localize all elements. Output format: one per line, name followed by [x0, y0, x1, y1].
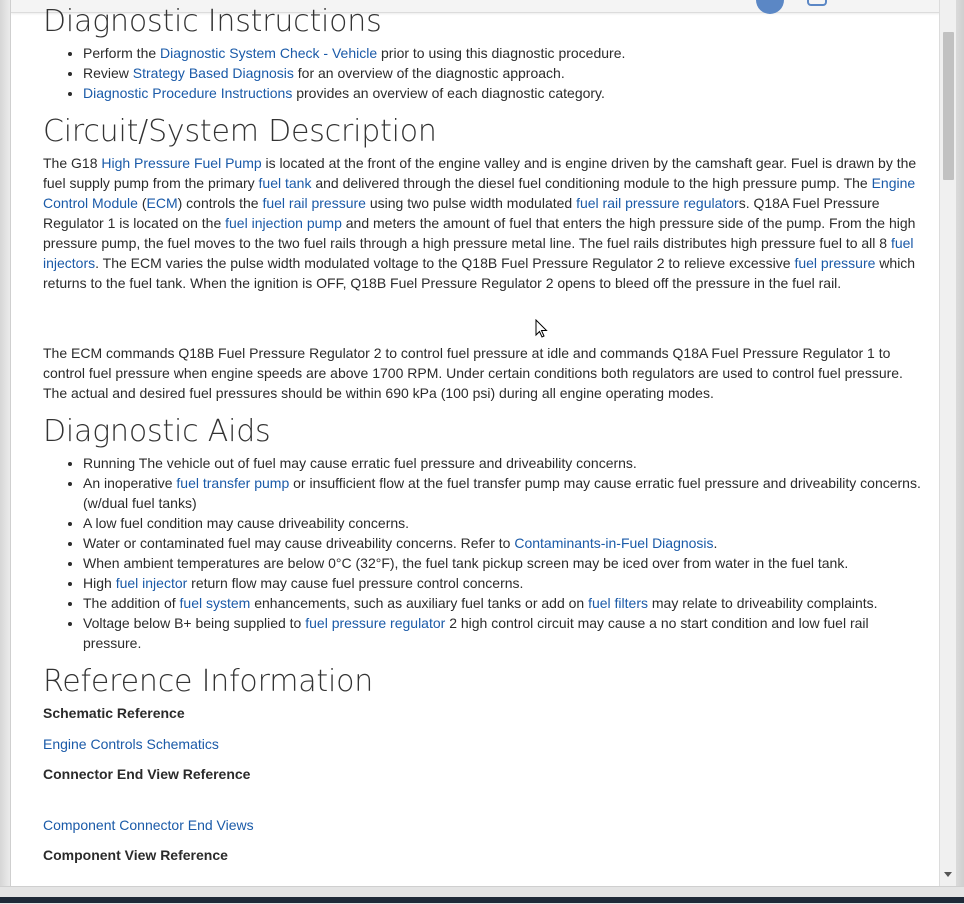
link-fuel-pressure-regulator[interactable]: fuel pressure regulator [305, 615, 446, 631]
link-fuel-rail-pressure-regulator[interactable]: fuel rail pressure regulator [576, 195, 739, 211]
list-item: • Review Strategy Based Diagnosis for an overview of the diagnostic approach. [83, 63, 923, 83]
schematic-reference-link-row [43, 734, 923, 754]
link-fuel-pressure[interactable]: fuel pressure [794, 255, 876, 271]
list-item: • High fuel injector return flow may cause fuel pressure control concerns. [83, 573, 923, 593]
taskbar [0, 897, 964, 903]
circuit-description-paragraph-1: The G18 High Pressure Fuel Pump is located at the front of the engine valley and is engine driven by the camshaft gear. Fuel is drawn by the fuel supply pump from the primary fuel tank and delivered through the diesel fuel conditioning module to the high pressure pump. The Engine Control Module (ECM) controls the fuel rail pressure using two pulse width modulated fuel rail pressure regulators. Q18A Fuel Pressure Regulator 1 is located on the fuel injection pump and meters the amount of fuel that enters the high pressure side of the pump. From the high pressure pump, the fuel moves to the two fuel rails through a high pressure metal line. The fuel rails distributes high pressure fuel to all 8 fuel injectors. The ECM varies the pulse width modulated voltage to the Q18B Fuel Pressure Regulator 2 to relieve excessive fuel pressure which returns to the fuel tank. When the ignition is OFF, Q18B Fuel Pressure Regulator 2 opens to bleed off the pressure in the fuel rail. [43, 155, 917, 291]
diagnostic-aids-list [43, 453, 923, 653]
document-viewport [10, 0, 940, 886]
link-engine-controls-schematics[interactable]: Engine Controls Schematics [43, 736, 219, 752]
list-item: • An inoperative fuel transfer pump or insufficient flow at the fuel transfer pump may cause erratic fuel pressure and driveability concerns. (w/dual fuel tanks) [83, 473, 923, 513]
section-title-diagnostic-instructions: Diagnostic Instructions [43, 4, 382, 39]
chat-icon[interactable] [807, 0, 827, 6]
list-item: • Perform the Diagnostic System Check - Vehicle prior to using this diagnostic procedure. [83, 43, 923, 63]
list-item: • A low fuel condition may cause driveability concerns. [83, 513, 923, 533]
mouse-pointer-icon [535, 319, 549, 339]
link-strategy-based-diagnosis[interactable]: Strategy Based Diagnosis [132, 65, 294, 81]
link-diagnostic-system-check[interactable]: Diagnostic System Check - Vehicle [160, 45, 378, 61]
schematic-reference-heading: Schematic Reference [43, 705, 185, 721]
window-right-border [956, 0, 964, 903]
circuit-description-paragraph-2: The ECM commands Q18B Fuel Pressure Regulator 2 to control fuel pressure at idle and commands Q18A Fuel Pressure Regulator 1 to control fuel pressure when engine speeds are above 1700 RPM. Under certain conditions both regulators are used to control fuel pressure. The actual and desired fuel pressures should be within 690 kPa (100 psi) during all engine operating modes. [43, 345, 903, 401]
list-item: • Diagnostic Procedure Instructions provides an overview of each diagnostic category. [83, 83, 923, 103]
vertical-scrollbar[interactable] [939, 0, 957, 886]
list-item: • When ambient temperatures are below 0°C (32°F), the fuel tank pickup screen may be iced over from water in the fuel tank. [83, 553, 923, 573]
window-left-border [0, 0, 10, 903]
link-contaminants-in-fuel-diagnosis[interactable]: Contaminants-in-Fuel Diagnosis [514, 535, 714, 551]
section-title-diagnostic-aids: Diagnostic Aids [43, 414, 271, 449]
connector-end-view-link-row [43, 815, 923, 835]
link-diagnostic-procedure-instructions[interactable]: Diagnostic Procedure Instructions [83, 85, 293, 101]
user-avatar-icon[interactable] [756, 0, 784, 14]
link-fuel-system[interactable]: fuel system [179, 595, 251, 611]
link-fuel-tank[interactable]: fuel tank [258, 175, 312, 191]
section-title-circuit-system-description: Circuit/System Description [43, 114, 437, 149]
link-ecm[interactable]: ECM [146, 195, 178, 211]
list-item: • Voltage below B+ being supplied to fuel pressure regulator 2 high control circuit may cause a no start condition and low fuel rail pressure. [83, 613, 923, 653]
scrollbar-thumb[interactable] [943, 32, 954, 180]
link-component-connector-end-views[interactable]: Component Connector End Views [43, 817, 254, 833]
link-engine-control-module[interactable]: Engine Control Module [43, 175, 916, 211]
link-fuel-injection-pump[interactable]: fuel injection pump [225, 215, 342, 231]
scroll-down-arrow-icon[interactable] [944, 872, 952, 877]
link-fuel-injector[interactable]: fuel injector [115, 575, 188, 591]
section-title-reference-information: Reference Information [43, 664, 374, 699]
link-fuel-transfer-pump[interactable]: fuel transfer pump [176, 475, 290, 491]
link-fuel-filters[interactable]: fuel filters [588, 595, 648, 611]
list-item: • The addition of fuel system enhancements, such as auxiliary fuel tanks or add on fuel filters may relate to driveability complaints. [83, 593, 923, 613]
link-fuel-rail-pressure[interactable]: fuel rail pressure [262, 195, 366, 211]
diagnostic-instructions-list [43, 43, 923, 103]
list-item: • Running The vehicle out of fuel may cause erratic fuel pressure and driveability concerns. [83, 453, 923, 473]
link-fuel-injectors[interactable]: fuel injectors [43, 235, 914, 271]
list-item: • Water or contaminated fuel may cause driveability concerns. Refer to Contaminants-in-Fuel Diagnosis. [83, 533, 923, 553]
connector-end-view-reference-heading: Connector End View Reference [43, 766, 251, 782]
component-view-reference-heading: Component View Reference [43, 847, 228, 863]
link-high-pressure-fuel-pump[interactable]: High Pressure Fuel Pump [101, 155, 262, 171]
